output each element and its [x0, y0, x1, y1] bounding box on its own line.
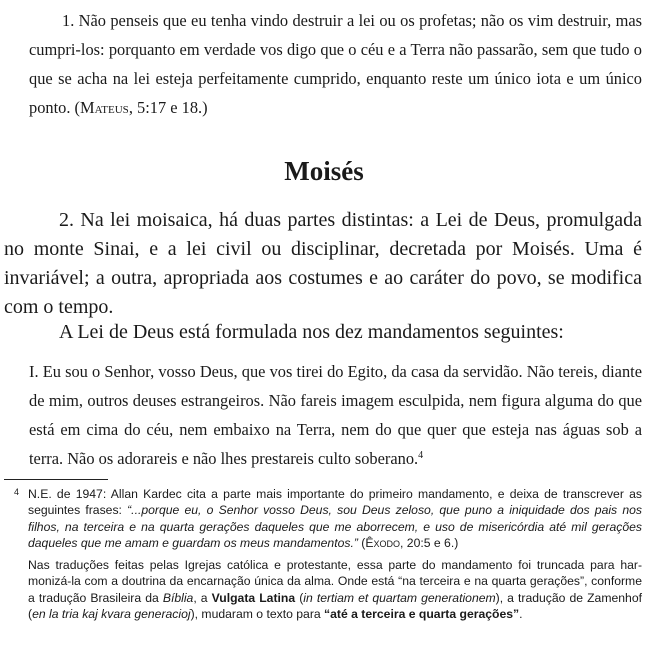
footnote-text-2: , a — [193, 590, 212, 605]
footnote-source-ref: , 20:5 e 6.) — [400, 536, 459, 551]
quote-source: Mateus — [80, 98, 129, 117]
footnote-latin: in tertiam et quartam generationem — [303, 590, 496, 605]
footnote-text-5: ), mudaram o texto para — [190, 607, 325, 622]
quote-ref: , 5:17 e 18.) — [128, 98, 208, 117]
gospel-quote — [29, 6, 642, 122]
footnote-text-4: ), a tradução de Zamenhof ( — [28, 590, 642, 622]
footnote-text-1: Nas traduções feitas pelas Igrejas católica e protestante, essa parte do mandamento foi truncada para harmonizá-la com a doutrina da encarnação única da alma. Onde está “na terceira e na quarta gerações”, conforme a tradução Brasileira da — [28, 558, 642, 605]
footnote-source: Êxodo — [365, 536, 401, 551]
footnote-continuation — [14, 557, 642, 623]
commandment-text: I. Eu sou o Senhor, vosso Deus, que vos tirei do Egito, da casa da servidão. Não tereis, diante de mim, outros deuses estrangeiros. Não fareis imagem esculpida, nem figura alguma do que está em cima do céu, nem embaixo na Terra, nem do que quer que esteja nas águas sob a terra. Não os adorareis e não lhes prestareis culto soberano. — [29, 362, 642, 468]
paragraph-two: 2. Na lei moisaica, há duas partes distintas: a Lei de Deus, promulgada no monte Sinai, e a lei civil ou disciplinar, decretada por Moisés. Uma é invariável; a outra, apropriada aos costumes e ao caráter do povo, se modifica com o tempo. — [4, 209, 642, 318]
footnote-esperanto: en la tria kaj kvara generacioj — [32, 607, 191, 622]
footnote-text-6: . — [519, 607, 523, 622]
footnote-final: “até a terceira e quarta gerações” — [324, 607, 520, 622]
footnote-quote: “...porque eu, o Senhor vosso Deus, sou Deus zeloso, que puno a iniquidade dos pais nos filhos, na terceira e na quarta gerações daqueles que me aborrecem, e uso de misericórdia até mil gerações daqueles que me amam e guardam os meus mandamentos.” — [28, 503, 642, 551]
footnote-reference[interactable]: 4 — [418, 450, 424, 461]
footnote-separator — [4, 479, 108, 480]
footnote-vulgata: Vulgata Latina — [211, 590, 296, 605]
footnote-text-3: ( — [295, 590, 304, 605]
footnote-marker: 4 — [14, 487, 20, 497]
footnote-4 — [14, 486, 642, 552]
first-commandment — [29, 357, 642, 473]
footnote-intro: N.E. de 1947: Allan Kardec cita a parte mais importante do primeiro mandamento, e deixa de transcrever as seguintes frases: — [28, 487, 642, 518]
footnote-source-open: ( — [357, 536, 366, 551]
quote-text: 1. Não penseis que eu tenha vindo destruir a lei ou os profetas; não os vim destruir, mas cumpri-los: porquanto em verdade vos digo que o céu e a Terra não passarão, sem que tudo o que se acha na lei esteja perfeitamente cumprido, enquanto reste um único iota e um único ponto. ( — [29, 11, 642, 117]
paragraph-three: A Lei de Deus está formulada nos dez mandamentos seguintes: — [59, 321, 564, 343]
footnote-biblia: Bíblia — [162, 590, 194, 605]
section-heading: Moisés — [284, 156, 364, 186]
